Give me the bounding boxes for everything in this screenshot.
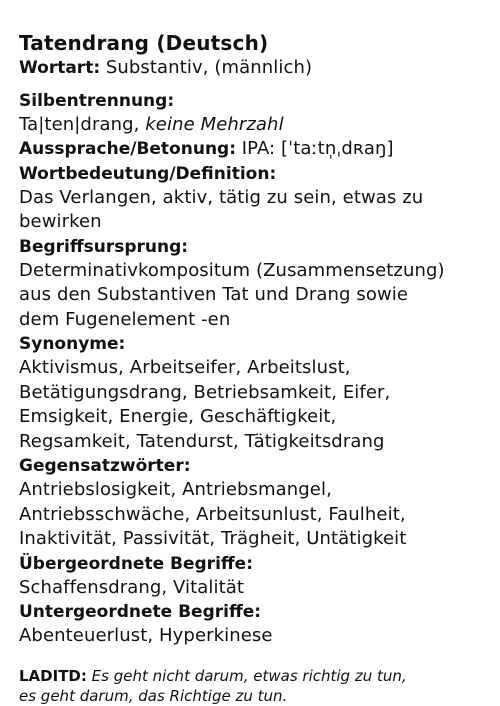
ueber-label: Übergeordnete Begriffe: — [19, 553, 253, 574]
footer-line-1 — [19, 666, 489, 686]
silbentrennung-row — [19, 113, 489, 138]
silbentrennung-note: keine Mehrzahl — [145, 113, 284, 135]
ursprung-line: Determinativkompositum (Zusammensetzung) — [19, 259, 445, 281]
unter-line: Abenteuerlust, Hyperkinese — [19, 625, 273, 646]
footer-quote — [19, 666, 489, 706]
ursprung-text — [19, 259, 489, 333]
footer-quote-2: es geht darum, das Richtige zu tun. — [19, 687, 288, 705]
ursprung-line: aus den Substantiven Tat und Drang sowie — [19, 284, 409, 305]
synonyme-line: Betätigungsdrang, Betriebsamkeit, Eifer, — [19, 381, 391, 403]
silbentrennung-value: Ta|ten|drang, — [19, 113, 140, 135]
synonyme-line: Emsigkeit, Energie, Geschäftigkeit, — [19, 406, 337, 427]
gegensatz-text — [19, 478, 489, 552]
unter-label: Untergeordnete Begriffe: — [19, 602, 262, 622]
wortart-label: Wortart: — [19, 58, 101, 78]
aussprache-label: Aussprache/Betonung: — [19, 139, 237, 159]
gegensatz-label: Gegensatzwörter: — [19, 456, 191, 476]
synonyme-line: Aktivismus, Arbeitseifer, Arbeitslust, — [19, 357, 351, 378]
synonyme-label: Synonyme: — [19, 334, 126, 354]
entry-title: Tatendrang (Deutsch) — [19, 31, 269, 55]
spacer — [19, 81, 489, 89]
footer-brand: LADITD: — [19, 667, 87, 685]
definition-text — [19, 186, 489, 235]
gegensatz-line: Inaktivität, Passivität, Trägheit, Untätigkeit — [19, 528, 407, 549]
ursprung-line: dem Fugenelement -en — [19, 308, 231, 330]
ueber-text — [19, 576, 489, 601]
gegensatz-line: Antriebslosigkeit, Antriebsmangel, — [19, 479, 332, 500]
ursprung-label: Begriffsursprung: — [19, 236, 189, 257]
silbentrennung-label: Silbentrennung: — [19, 90, 175, 111]
definition-line: Das Verlangen, aktiv, tätig zu sein, etwas zu — [19, 186, 424, 208]
ueber-line: Schaffensdrang, Vitalität — [19, 576, 245, 598]
definition-label: Wortbedeutung/Definition: — [19, 163, 277, 184]
aussprache-value: IPA: [ˈtaːtn̩ˌdʀaŋ] — [241, 138, 394, 159]
synonyme-text — [19, 356, 489, 454]
footer-quote-1: Es geht nicht darum, etwas richtig zu tun, — [91, 667, 407, 685]
definition-line: bewirken — [19, 211, 102, 232]
gegensatz-line: Antriebsschwäche, Arbeitsunlust, Faulheit, — [19, 503, 406, 525]
aussprache-row — [19, 137, 489, 162]
dictionary-entry — [19, 30, 489, 649]
synonyme-line: Regsamkeit, Tatendurst, Tätigkeitsdrang — [19, 430, 385, 452]
wortart-value: Substantiv, (männlich) — [105, 57, 313, 78]
wortart-row — [19, 56, 489, 81]
unter-text — [19, 624, 489, 649]
